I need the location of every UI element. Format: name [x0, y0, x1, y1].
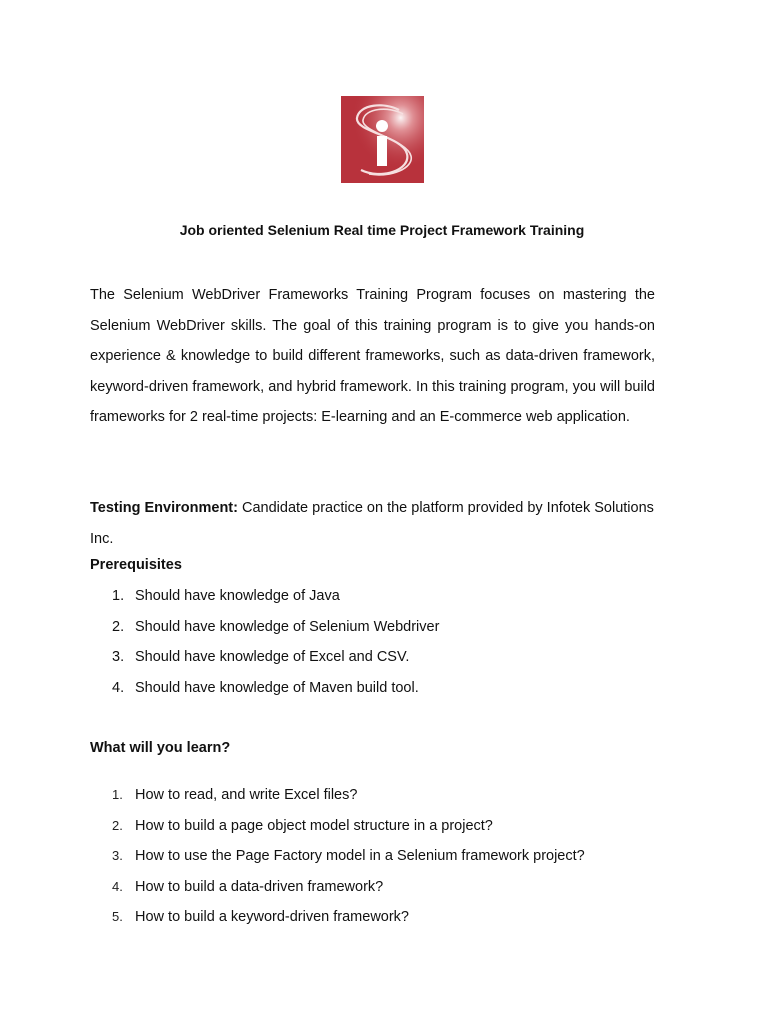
list-item	[90, 616, 655, 647]
list-number: 2.	[112, 817, 123, 833]
list-text: How to build a data-driven framework?	[135, 878, 384, 895]
list-item	[90, 815, 655, 846]
list-item	[90, 876, 655, 907]
testing-environment	[90, 493, 655, 554]
prerequisites-heading: Prerequisites	[90, 557, 182, 573]
list-number: 5.	[112, 909, 123, 924]
list-text: How to use the Page Factory model in a Selenium framework project?	[135, 848, 585, 864]
list-text: Should have knowledge of Excel and CSV.	[135, 649, 410, 665]
list-item	[90, 677, 655, 708]
list-text: Should have knowledge of Selenium Webdriver	[135, 618, 440, 635]
list-item	[90, 646, 655, 677]
list-number: 1.	[112, 588, 125, 604]
list-item	[90, 906, 655, 937]
list-number: 3.	[112, 649, 125, 665]
list-number: 4.	[112, 878, 123, 894]
testing-environment-text: Candidate practice on the platform provided by Infotek Solutions Inc.	[90, 500, 654, 547]
list-text: How to read, and write Excel files?	[135, 787, 358, 803]
list-text: Should have knowledge of Maven build tool.	[135, 679, 419, 696]
list-text: How to build a keyword-driven framework?	[135, 909, 409, 925]
testing-environment-label: Testing Environment:	[90, 500, 238, 516]
list-text: How to build a page object model structure in a project?	[135, 817, 493, 834]
list-number: 4.	[112, 679, 125, 696]
list-number: 2.	[112, 618, 125, 635]
list-text: Should have knowledge of Java	[135, 588, 340, 604]
prerequisites-list	[90, 585, 655, 707]
learn-heading: What will you learn?	[90, 740, 231, 756]
document-title: Job oriented Selenium Real time Project Framework Training	[179, 222, 585, 238]
intro-text: The Selenium WebDriver Frameworks Training Program focuses on mastering the Selenium WebDriver skills. The goal of this training program is to give you hands-on experience & knowledge to build different frameworks, such as data-driven framework, keyword-driven framework, and hybrid framework. In this training program, you will build frameworks for 2 real-time projects: E-learning and an E-commerce web application.	[90, 287, 655, 425]
list-item	[90, 784, 655, 815]
list-number: 1.	[112, 787, 123, 802]
list-item	[90, 585, 655, 616]
infotek-logo	[341, 96, 424, 183]
list-number: 3.	[112, 848, 123, 863]
intro-paragraph	[90, 280, 655, 433]
list-item	[90, 845, 655, 876]
learn-list	[90, 784, 655, 937]
